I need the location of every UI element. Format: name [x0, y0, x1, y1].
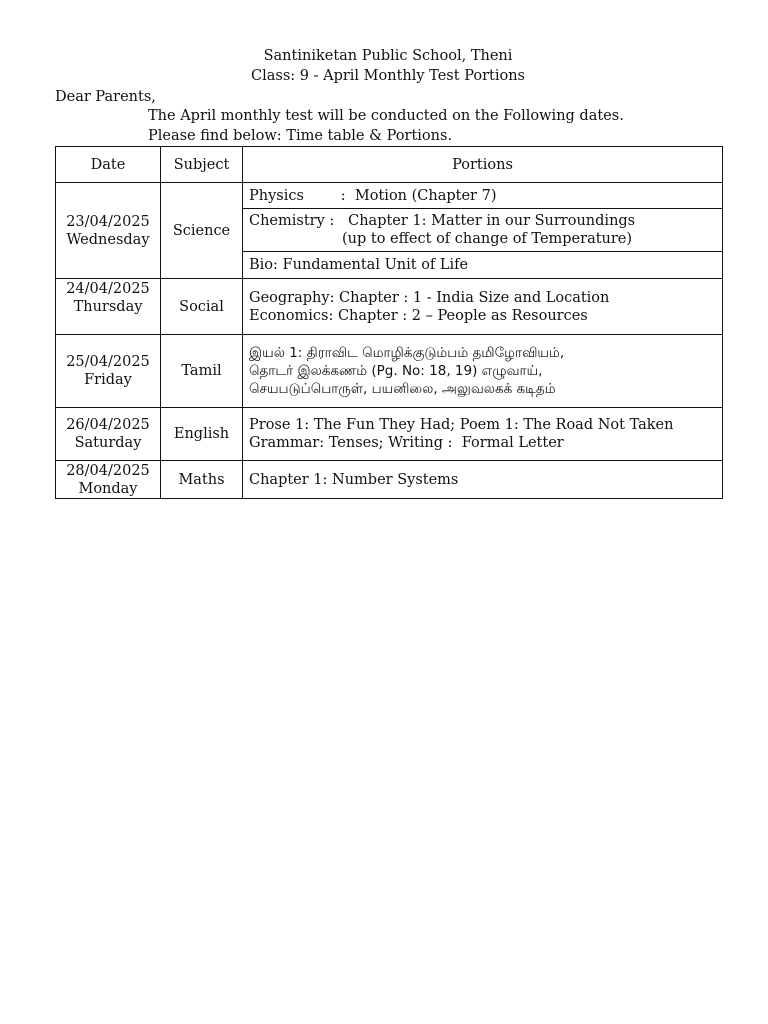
portion-line: Prose 1: The Fun They Had; Poem 1: The Road Not Taken	[249, 417, 674, 433]
portion-cell	[243, 209, 723, 252]
portion-cell	[243, 408, 723, 461]
day-text: Thursday	[73, 299, 143, 315]
date-cell	[56, 461, 161, 499]
intro-line-1: The April monthly test will be conducted on the Following dates.	[148, 108, 624, 124]
date-cell	[56, 335, 161, 408]
portion-cell	[243, 252, 723, 279]
subject-cell: Science	[161, 183, 243, 279]
day-text: Monday	[78, 480, 138, 497]
portion-line: இயல் 1: திராவிட மொழிக்குடும்பம் தமிழோவியம்,	[249, 345, 565, 361]
salutation: Dear Parents,	[55, 89, 156, 105]
timetable	[55, 146, 723, 499]
table-header-row	[56, 147, 723, 183]
date-text: 28/04/2025	[66, 462, 150, 479]
portion-line: Chapter 1: Number Systems	[249, 471, 459, 488]
date-text: 25/04/2025	[66, 354, 150, 370]
header-subject: Subject	[161, 147, 243, 183]
table-row	[56, 335, 723, 408]
table-row	[56, 408, 723, 461]
date-text: 26/04/2025	[66, 417, 150, 433]
day-text: Saturday	[74, 435, 142, 451]
day-text: Friday	[84, 372, 132, 388]
portion-line: Bio: Fundamental Unit of Life	[249, 257, 469, 273]
date-text: 23/04/2025	[66, 213, 150, 230]
portion-cell	[243, 279, 723, 335]
intro-line-2: Please find below: Time table & Portions.	[148, 128, 453, 144]
date-cell	[56, 408, 161, 461]
portion-line: செயபடுப்பொருள், பயனிலை, அலுவலகக் கடிதம்	[249, 381, 556, 397]
subject-cell: English	[161, 408, 243, 461]
subject-cell: Tamil	[161, 335, 243, 408]
date-cell	[56, 183, 161, 279]
portion-line: (up to effect of change of Temperature)	[342, 231, 633, 247]
table-row	[56, 279, 723, 335]
school-name: Santiniketan Public School, Theni	[263, 48, 513, 64]
portion-cell	[243, 461, 723, 499]
portion-line: தொடர் இலக்கணம் (Pg. No: 18, 19) எழுவாய்,	[249, 363, 543, 379]
portion-line: Economics: Chapter : 2 – People as Resources	[249, 307, 588, 324]
table-row	[56, 461, 723, 499]
table-row	[56, 183, 723, 209]
header-portions: Portions	[243, 147, 723, 183]
portion-line: Chemistry : Chapter 1: Matter in our Surroundings	[249, 213, 636, 229]
portion-line: Geography: Chapter : 1 - India Size and Location	[249, 289, 610, 306]
portion-cell	[243, 335, 723, 408]
subject-cell: Social	[161, 279, 243, 335]
day-text: Wednesday	[66, 231, 150, 248]
portion-cell	[243, 183, 723, 209]
class-title: Class: 9 - April Monthly Test Portions	[251, 68, 525, 84]
header-date: Date	[56, 147, 161, 183]
subject-cell: Maths	[161, 461, 243, 499]
date-text: 24/04/2025	[66, 281, 150, 297]
date-cell	[56, 279, 161, 335]
portion-line: Grammar: Tenses; Writing : Formal Letter	[249, 435, 564, 451]
portion-line: Physics : Motion (Chapter 7)	[249, 187, 497, 204]
